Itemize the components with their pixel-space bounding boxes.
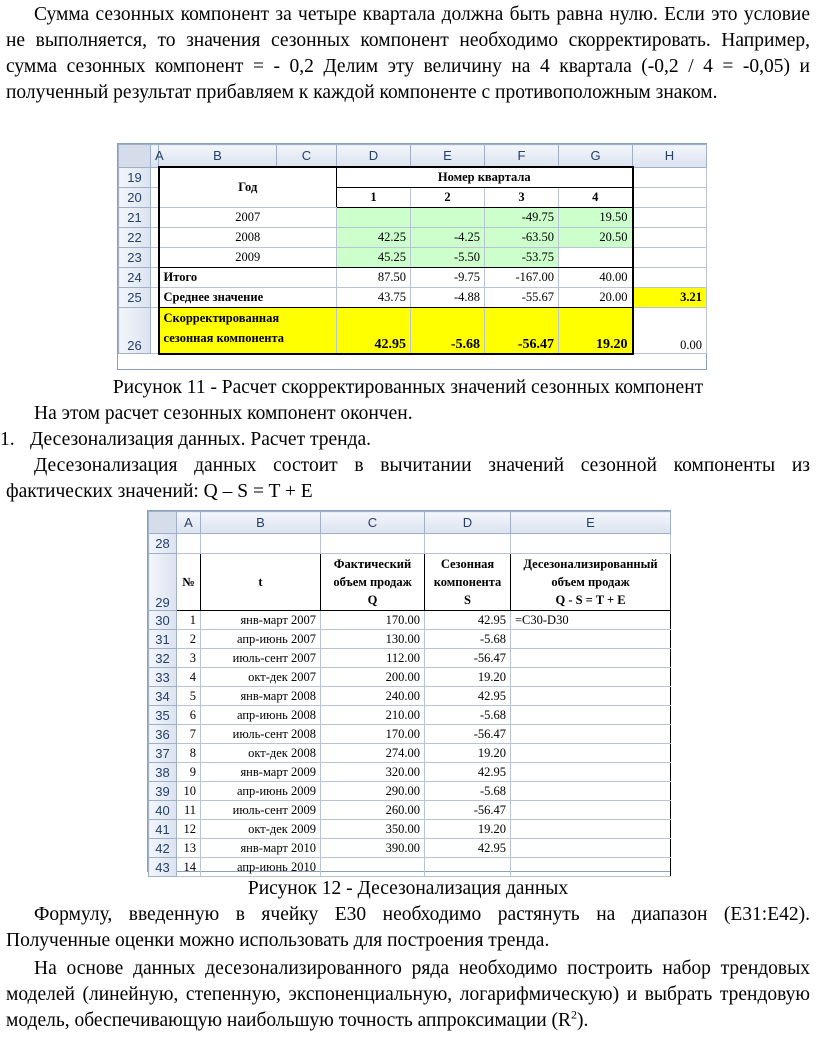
- cell[interactable]: [177, 534, 201, 554]
- table-row: [149, 630, 671, 649]
- adjusted-label-line-2: сезонная компонента: [163, 331, 285, 345]
- period-cell[interactable]: апр-июнь 2007: [201, 630, 321, 649]
- period-cell[interactable]: апр-июнь 2010: [201, 858, 321, 877]
- row-number-cell[interactable]: 11: [177, 801, 201, 820]
- deseasonalized-cell[interactable]: [511, 706, 671, 725]
- seasonal-cell[interactable]: 19.20: [425, 820, 511, 839]
- table-row: [149, 763, 671, 782]
- adjusted-cell[interactable]: -56.47: [485, 308, 559, 354]
- column-header-d[interactable]: D: [425, 512, 511, 534]
- row-number-cell[interactable]: 1: [177, 611, 201, 630]
- paragraph-seasonal-sum: Сумма сезонных компонент за четыре квартала должна быть равна нулю. Если это условие не выполняется, то значения сезонных компонент необходимо скорректировать. Например, сумма сезонных компонент = - 0,2 Делим эту величину на 4 квартала (-0,2 / 4 = -0,05) и полученный результат прибавляем к каждой компоненте с противоположным знаком.: [6, 4, 810, 103]
- adjusted-cell[interactable]: -5.68: [411, 308, 485, 354]
- deseasonalization-table: [148, 511, 671, 877]
- value-cell[interactable]: -5.50: [411, 248, 485, 268]
- average-cell[interactable]: 20.00: [559, 288, 633, 308]
- period-cell[interactable]: янв-март 2007: [201, 611, 321, 630]
- deseasonalized-header-line-2: объем продаж: [551, 575, 630, 589]
- seasonal-cell[interactable]: 42.95: [425, 687, 511, 706]
- row-header[interactable]: 42: [149, 839, 177, 858]
- seasonal-cell[interactable]: [425, 858, 511, 877]
- seasonal-component-header[interactable]: [425, 554, 511, 611]
- cell[interactable]: [151, 288, 159, 308]
- period-cell[interactable]: апр-июнь 2009: [201, 782, 321, 801]
- deseasonalized-cell[interactable]: [511, 687, 671, 706]
- deseasonalized-cell[interactable]: [511, 744, 671, 763]
- average-label-cell[interactable]: Среднее значение: [159, 288, 337, 308]
- column-header-b[interactable]: B: [159, 145, 277, 168]
- cell[interactable]: [633, 268, 707, 288]
- actual-sales-cell[interactable]: 290.00: [321, 782, 425, 801]
- seasonal-cell[interactable]: -5.68: [425, 782, 511, 801]
- figure-12-spreadsheet: [147, 510, 671, 875]
- column-header-c[interactable]: C: [277, 145, 337, 168]
- table-row: [149, 782, 671, 801]
- row-header-29[interactable]: 29: [149, 554, 177, 611]
- cell[interactable]: [321, 534, 425, 554]
- seasonal-cell[interactable]: -56.47: [425, 801, 511, 820]
- cell[interactable]: [151, 308, 159, 354]
- value-cell[interactable]: 45.25: [337, 248, 411, 268]
- actual-sales-cell[interactable]: 260.00: [321, 801, 425, 820]
- actual-sales-cell[interactable]: 320.00: [321, 763, 425, 782]
- quarter-2-header[interactable]: 2: [411, 188, 485, 208]
- cell[interactable]: [633, 208, 707, 228]
- row-header-23[interactable]: 23: [119, 248, 151, 268]
- adjusted-cell[interactable]: 19.20: [559, 308, 633, 354]
- year-header-cell[interactable]: Год: [159, 167, 337, 208]
- row-header[interactable]: 32: [149, 649, 177, 668]
- deseasonalized-header-line-3: Q - S = T + E: [555, 593, 626, 607]
- list-text: Десезонализация данных. Расчет тренда.: [30, 429, 372, 450]
- column-header-h[interactable]: H: [633, 145, 707, 168]
- actual-sales-cell[interactable]: 390.00: [321, 839, 425, 858]
- trend-models-text: На основе данных десезонализированного ряда необходимо построить набор трендовых моделей (линейную, степенную, экспоненциальную, логарифмическую) и выбрать трендовую модель, обеспечивающую наибольшую точность аппроксимации (R: [6, 958, 810, 1031]
- year-cell[interactable]: 2009: [159, 248, 337, 268]
- row-number-cell[interactable]: 5: [177, 687, 201, 706]
- value-cell[interactable]: -63.50: [485, 228, 559, 248]
- cell[interactable]: [151, 228, 159, 248]
- period-cell[interactable]: окт-дек 2009: [201, 820, 321, 839]
- figure-11-caption: Рисунок 11 - Расчет скорректированных значений сезонных компонент: [112, 377, 704, 398]
- seasonal-cell[interactable]: 19.20: [425, 668, 511, 687]
- row-number-cell[interactable]: 10: [177, 782, 201, 801]
- adjusted-label-cell[interactable]: [159, 308, 337, 354]
- value-cell[interactable]: -4.25: [411, 228, 485, 248]
- seasonal-cell[interactable]: -5.68: [425, 630, 511, 649]
- quarter-1-header[interactable]: 1: [337, 188, 411, 208]
- row-header[interactable]: 41: [149, 820, 177, 839]
- table-row: [149, 668, 671, 687]
- value-cell[interactable]: 42.25: [337, 228, 411, 248]
- row-header[interactable]: 34: [149, 687, 177, 706]
- figure-11-spreadsheet: [117, 143, 707, 370]
- row-number-cell[interactable]: 13: [177, 839, 201, 858]
- adjusted-cell[interactable]: 42.95: [337, 308, 411, 354]
- row-header-20[interactable]: 20: [119, 188, 151, 208]
- column-header-e[interactable]: E: [511, 512, 671, 534]
- value-cell[interactable]: [411, 208, 485, 228]
- deseasonalized-cell[interactable]: [511, 801, 671, 820]
- table-row: [149, 820, 671, 839]
- average-cell[interactable]: 43.75: [337, 288, 411, 308]
- deseasonalized-cell[interactable]: [511, 668, 671, 687]
- row-number-cell[interactable]: 4: [177, 668, 201, 687]
- paragraph-done: На этом расчет сезонных компонент окончен.: [34, 403, 413, 424]
- value-cell[interactable]: 19.50: [559, 208, 633, 228]
- row-number-cell[interactable]: 6: [177, 706, 201, 725]
- average-cell[interactable]: -4.88: [411, 288, 485, 308]
- deseasonalized-cell[interactable]: [511, 725, 671, 744]
- table-row: [149, 687, 671, 706]
- table-row: [149, 801, 671, 820]
- value-cell[interactable]: -49.75: [485, 208, 559, 228]
- actual-sales-cell[interactable]: 170.00: [321, 611, 425, 630]
- paragraph-formula-fill: Формулу, введенную в ячейку Е30 необходимо растянуть на диапазон (Е31:Е42). Полученные оценки можно использовать для построения тренда.: [6, 904, 810, 951]
- average-cell[interactable]: -55.67: [485, 288, 559, 308]
- row-header-22[interactable]: 22: [119, 228, 151, 248]
- seasonal-cell[interactable]: 42.95: [425, 611, 511, 630]
- table-row: [149, 725, 671, 744]
- seasonal-cell[interactable]: 42.95: [425, 839, 511, 858]
- select-all-corner[interactable]: [149, 512, 177, 534]
- cell[interactable]: [151, 268, 159, 288]
- row-number-cell[interactable]: 9: [177, 763, 201, 782]
- seasonal-cell[interactable]: 19.20: [425, 744, 511, 763]
- row-header[interactable]: 37: [149, 744, 177, 763]
- row-header[interactable]: 35: [149, 706, 177, 725]
- actual-sales-cell[interactable]: 130.00: [321, 630, 425, 649]
- value-cell[interactable]: -53.75: [485, 248, 559, 268]
- deseasonalized-cell[interactable]: [511, 839, 671, 858]
- row-number-cell[interactable]: 3: [177, 649, 201, 668]
- row-header[interactable]: 36: [149, 725, 177, 744]
- total-label-cell[interactable]: Итого: [159, 268, 337, 288]
- column-header-a[interactable]: A: [177, 512, 201, 534]
- period-cell[interactable]: янв-март 2009: [201, 763, 321, 782]
- period-cell[interactable]: янв-март 2008: [201, 687, 321, 706]
- cell[interactable]: [151, 248, 159, 268]
- table-row: [149, 649, 671, 668]
- row-number-cell[interactable]: 2: [177, 630, 201, 649]
- cell[interactable]: [151, 167, 159, 188]
- row-header[interactable]: 38: [149, 763, 177, 782]
- actual-sales-cell[interactable]: [321, 858, 425, 877]
- row-header-24[interactable]: 24: [119, 268, 151, 288]
- row-number-cell[interactable]: 7: [177, 725, 201, 744]
- column-header-a[interactable]: A: [151, 145, 159, 168]
- seasonal-header-line-1: Сезонная: [440, 557, 495, 571]
- total-cell[interactable]: -167.00: [485, 268, 559, 288]
- list-item-deseasonalization: [0, 427, 810, 453]
- row-number-cell[interactable]: 8: [177, 744, 201, 763]
- select-all-corner[interactable]: [119, 145, 151, 168]
- period-cell[interactable]: июль-сент 2007: [201, 649, 321, 668]
- actual-sales-cell[interactable]: 274.00: [321, 744, 425, 763]
- quarter-header-cell[interactable]: Номер квартала: [337, 167, 633, 188]
- period-header[interactable]: t: [201, 554, 321, 611]
- actual-sales-cell[interactable]: 112.00: [321, 649, 425, 668]
- row-header[interactable]: 43: [149, 858, 177, 877]
- actual-sales-header-line-1: Фактический: [333, 557, 412, 571]
- table-row: [149, 611, 671, 630]
- column-header-f[interactable]: F: [485, 145, 559, 168]
- period-cell[interactable]: июль-сент 2008: [201, 725, 321, 744]
- row-header[interactable]: 30: [149, 611, 177, 630]
- year-cell[interactable]: 2008: [159, 228, 337, 248]
- row-header-21[interactable]: 21: [119, 208, 151, 228]
- cell[interactable]: [425, 534, 511, 554]
- quarter-3-header[interactable]: 3: [485, 188, 559, 208]
- row-header[interactable]: 39: [149, 782, 177, 801]
- deseasonalized-header[interactable]: [511, 554, 671, 611]
- table-row: [149, 706, 671, 725]
- deseasonalized-cell[interactable]: [511, 630, 671, 649]
- column-header-b[interactable]: B: [201, 512, 321, 534]
- seasonal-adjustment-table: [118, 144, 707, 355]
- cell[interactable]: [511, 534, 671, 554]
- trend-models-text-end: ).: [577, 1010, 589, 1031]
- period-cell[interactable]: окт-дек 2007: [201, 668, 321, 687]
- adjusted-label-line-1: Скорректированная: [163, 311, 280, 325]
- row-header-28[interactable]: 28: [149, 534, 177, 554]
- period-cell[interactable]: июль-сент 2009: [201, 801, 321, 820]
- deseasonalized-cell[interactable]: =C30-D30: [511, 611, 671, 630]
- seasonal-cell[interactable]: -56.47: [425, 725, 511, 744]
- value-cell[interactable]: [337, 208, 411, 228]
- actual-sales-cell[interactable]: 240.00: [321, 687, 425, 706]
- quarter-4-header[interactable]: 4: [559, 188, 633, 208]
- actual-sales-cell[interactable]: 200.00: [321, 668, 425, 687]
- period-cell[interactable]: окт-дек 2008: [201, 744, 321, 763]
- paragraph-deseasonalization: Десезонализация данных состоит в вычитании значений сезонной компоненты из фактических значений: Q – S = T + E: [6, 455, 810, 502]
- row-number-cell[interactable]: 12: [177, 820, 201, 839]
- column-header-e[interactable]: E: [411, 145, 485, 168]
- seasonal-header-line-2: компонента: [433, 575, 502, 589]
- row-header[interactable]: 40: [149, 801, 177, 820]
- row-header-26[interactable]: 26: [119, 308, 151, 354]
- deseasonalized-cell[interactable]: [511, 763, 671, 782]
- paragraph-trend-models: [6, 956, 810, 1034]
- list-number: 1.: [0, 429, 15, 450]
- deseasonalized-cell[interactable]: [511, 858, 671, 877]
- period-cell[interactable]: апр-июнь 2008: [201, 706, 321, 725]
- period-cell[interactable]: янв-март 2010: [201, 839, 321, 858]
- column-header-d[interactable]: D: [337, 145, 411, 168]
- actual-sales-header-line-2: объем продаж: [333, 575, 412, 589]
- cell[interactable]: [633, 188, 707, 208]
- table-row: [149, 858, 671, 877]
- actual-sales-header-line-3: Q: [367, 593, 378, 607]
- deseasonalized-cell[interactable]: [511, 649, 671, 668]
- deseasonalized-cell[interactable]: [511, 782, 671, 801]
- seasonal-cell[interactable]: -56.47: [425, 649, 511, 668]
- adjusted-sum-cell[interactable]: 0.00: [633, 308, 707, 354]
- actual-sales-cell[interactable]: 170.00: [321, 725, 425, 744]
- row-header[interactable]: 31: [149, 630, 177, 649]
- actual-sales-cell[interactable]: 210.00: [321, 706, 425, 725]
- deseasonalized-cell[interactable]: [511, 820, 671, 839]
- seasonal-header-line-3: S: [464, 593, 471, 607]
- actual-sales-cell[interactable]: 350.00: [321, 820, 425, 839]
- cell[interactable]: [633, 167, 707, 188]
- year-cell[interactable]: 2007: [159, 208, 337, 228]
- deseasonalized-header-line-1: Десезонализированный: [523, 557, 658, 571]
- figure-12-caption: Рисунок 12 - Десезонализация данных: [247, 878, 569, 899]
- column-header-g[interactable]: G: [559, 145, 633, 168]
- total-cell[interactable]: 87.50: [337, 268, 411, 288]
- cell[interactable]: [633, 248, 707, 268]
- actual-sales-header[interactable]: [321, 554, 425, 611]
- row-header-19[interactable]: 19: [119, 167, 151, 188]
- number-header[interactable]: №: [177, 554, 201, 611]
- cell[interactable]: [151, 188, 159, 208]
- row-number-cell[interactable]: 14: [177, 858, 201, 877]
- cell[interactable]: [633, 228, 707, 248]
- column-header-c[interactable]: C: [321, 512, 425, 534]
- total-cell[interactable]: 40.00: [559, 268, 633, 288]
- table-row: [149, 744, 671, 763]
- seasonal-cell[interactable]: -5.68: [425, 706, 511, 725]
- row-header[interactable]: 33: [149, 668, 177, 687]
- value-cell[interactable]: [559, 248, 633, 268]
- total-cell[interactable]: -9.75: [411, 268, 485, 288]
- r-squared-superscript: 2: [571, 1007, 578, 1022]
- average-sum-cell[interactable]: 3.21: [633, 288, 707, 308]
- row-header-25[interactable]: 25: [119, 288, 151, 308]
- value-cell[interactable]: 20.50: [559, 228, 633, 248]
- table-row: [149, 839, 671, 858]
- seasonal-cell[interactable]: 42.95: [425, 763, 511, 782]
- cell[interactable]: [201, 534, 321, 554]
- cell[interactable]: [151, 208, 159, 228]
- deseasonalization-rows: [149, 611, 671, 877]
